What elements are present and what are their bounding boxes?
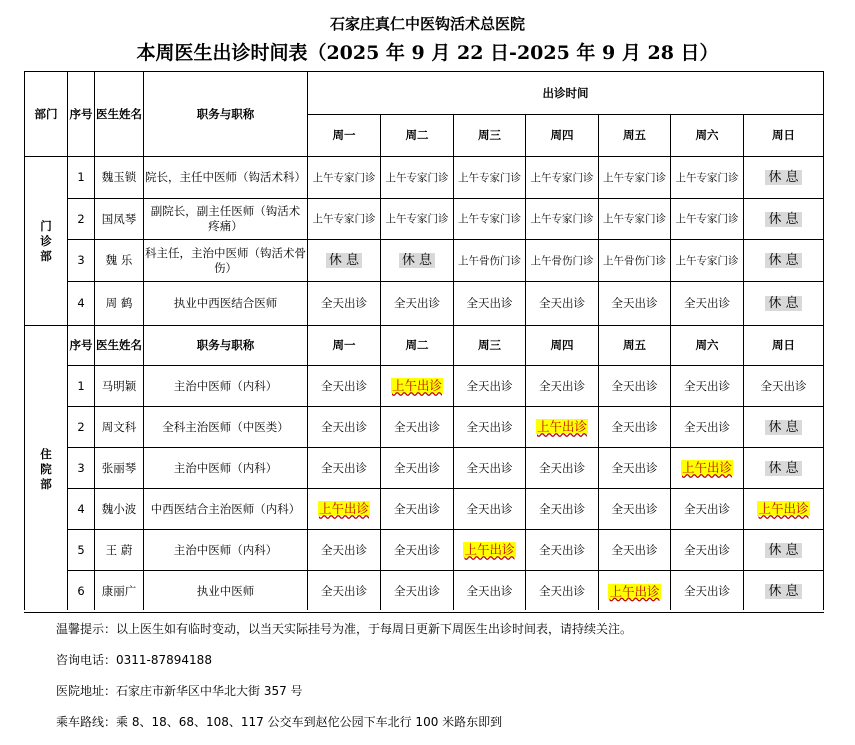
- schedule-text: 全天出诊: [539, 584, 585, 598]
- doctor-name: 张丽琴: [95, 448, 144, 489]
- day-header: 周日: [744, 115, 824, 157]
- schedule-cell: [671, 157, 744, 199]
- schedule-cell: [381, 366, 454, 407]
- schedule-table: [24, 71, 824, 613]
- rest-badge: 休 息: [399, 253, 435, 268]
- schedule-text: 全天出诊: [611, 378, 658, 393]
- schedule-cell: [744, 571, 824, 613]
- schedule-text: 全天出诊: [684, 501, 730, 516]
- dept-char: 部: [40, 476, 52, 491]
- schedule-cell: [599, 448, 671, 489]
- schedule-cell: [671, 240, 744, 282]
- doctor-title: 副院长，副主任医师（钩活术 疼痛）: [144, 199, 308, 240]
- day-header: 周四: [526, 326, 599, 366]
- schedule-cell: [308, 571, 381, 613]
- schedule-text: 全天出诊: [539, 501, 585, 516]
- inpatient-header-row: [25, 326, 824, 366]
- doctor-row: [25, 366, 824, 407]
- schedule-text: 全天出诊: [539, 542, 585, 557]
- header-title: 职务与职称: [144, 72, 308, 157]
- schedule-cell: [526, 489, 599, 530]
- hospital-name: 石家庄真仁中医钩活术总医院: [329, 15, 525, 33]
- schedule-text: 上午专家门诊: [385, 213, 449, 225]
- schedule-cell: [599, 157, 671, 199]
- schedule-cell: [599, 489, 671, 530]
- highlight-morning: 上午出诊: [464, 542, 515, 557]
- schedule-text: 全天出诊: [394, 419, 440, 434]
- schedule-cell: [526, 366, 599, 407]
- schedule-text: 全天出诊: [321, 296, 367, 310]
- schedule-text: 全天出诊: [321, 584, 367, 598]
- schedule-cell: [454, 282, 526, 326]
- schedule-cell: [744, 199, 824, 240]
- schedule-cell: [599, 407, 671, 448]
- doctor-title: 中西医结合主治医师（内科）: [144, 489, 308, 530]
- schedule-text: 全天出诊: [466, 378, 513, 393]
- address-text: 医院地址：石家庄市新华区中华北大街 357 号: [56, 684, 303, 698]
- schedule-text: 全天出诊: [321, 460, 367, 475]
- doctor-title: 院长，主任中医师（钩活术科）: [144, 157, 308, 199]
- schedule-cell: [671, 199, 744, 240]
- seq-cell: 3: [68, 240, 95, 282]
- schedule-cell: [526, 240, 599, 282]
- day-header: 周三: [454, 326, 526, 366]
- doctor-title: 执业中西医结合医师: [144, 282, 308, 326]
- doctor-name: 马明颖: [95, 366, 144, 407]
- schedule-cell: [381, 489, 454, 530]
- schedule-text: 全天出诊: [539, 296, 585, 310]
- schedule-text: 上午专家门诊: [458, 213, 521, 225]
- rest-badge: 休 息: [765, 543, 801, 558]
- schedule-text: 全天出诊: [611, 296, 658, 310]
- doctor-title: 主治中医师（内科）: [144, 366, 308, 407]
- schedule-cell: [308, 489, 381, 530]
- schedule-text: 上午专家门诊: [312, 213, 376, 225]
- day-header: 周六: [671, 115, 744, 157]
- day-header: 周四: [526, 115, 599, 157]
- day-header: 周一: [308, 115, 381, 157]
- schedule-cell: [671, 489, 744, 530]
- schedule-cell: [381, 199, 454, 240]
- seq-cell: 4: [68, 489, 95, 530]
- schedule-cell: [671, 366, 744, 407]
- schedule-text: 上午骨伤门诊: [530, 254, 594, 267]
- highlight-morning: 上午出诊: [391, 378, 442, 393]
- schedule-cell: [454, 489, 526, 530]
- schedule-text: 上午专家门诊: [675, 254, 739, 267]
- schedule-cell: [526, 448, 599, 489]
- dept-char: 住: [40, 446, 52, 461]
- doctor-row: [25, 489, 824, 530]
- schedule-cell: [454, 366, 526, 407]
- rest-badge: 休 息: [765, 420, 801, 435]
- doctor-row: [25, 407, 824, 448]
- schedule-text: 全天出诊: [611, 542, 658, 557]
- schedule-cell: [454, 530, 526, 571]
- schedule-cell: [526, 282, 599, 326]
- seq-cell: 4: [68, 282, 95, 326]
- dept-char: 部: [40, 248, 52, 263]
- schedule-cell: [744, 489, 824, 530]
- schedule-cell: [308, 407, 381, 448]
- schedule-cell: [454, 448, 526, 489]
- schedule-cell: [599, 571, 671, 613]
- schedule-text: 全天出诊: [394, 501, 440, 516]
- schedule-text: 全天出诊: [760, 378, 807, 393]
- seq-cell: 2: [68, 199, 95, 240]
- schedule-text: 全天出诊: [684, 584, 730, 598]
- day-header: 周六: [671, 326, 744, 366]
- schedule-text: 上午专家门诊: [675, 213, 739, 225]
- schedule-cell: [671, 282, 744, 326]
- schedule-text: 全天出诊: [539, 378, 585, 393]
- schedule-cell: [308, 240, 381, 282]
- seq-cell: 1: [68, 157, 95, 199]
- schedule-text: 上午专家门诊: [603, 171, 666, 184]
- schedule-cell: [381, 240, 454, 282]
- day-header: 周三: [454, 115, 526, 157]
- doctor-title: 主治中医师（内科）: [144, 530, 308, 571]
- schedule-cell: [454, 571, 526, 613]
- schedule-cell: [526, 157, 599, 199]
- schedule-cell: [454, 157, 526, 199]
- schedule-cell: [744, 240, 824, 282]
- schedule-cell: [744, 366, 824, 407]
- doctor-name: 国凤琴: [95, 199, 144, 240]
- day-header: 周一: [308, 326, 381, 366]
- rest-badge: 休 息: [765, 584, 801, 599]
- schedule-text: 上午专家门诊: [603, 213, 666, 225]
- schedule-cell: [599, 199, 671, 240]
- dept-char: 院: [40, 461, 52, 476]
- doctor-title: 全科主治医师（中医类）: [144, 407, 308, 448]
- rest-badge: 休 息: [765, 170, 801, 185]
- rest-badge: 休 息: [326, 253, 362, 268]
- schedule-cell: [381, 407, 454, 448]
- schedule-text: 上午骨伤门诊: [603, 254, 666, 267]
- schedule-cell: [744, 157, 824, 199]
- schedule-cell: [671, 448, 744, 489]
- doctor-name: 魏玉锁: [95, 157, 144, 199]
- schedule-text: 上午骨伤门诊: [458, 254, 521, 267]
- schedule-cell: [526, 530, 599, 571]
- schedule-text: 全天出诊: [466, 460, 513, 475]
- header-title: 职务与职称: [144, 326, 308, 366]
- doctor-row: [25, 530, 824, 571]
- header-dept: 部门: [25, 72, 68, 157]
- phone-text: 咨询电话：0311-87894188: [56, 653, 212, 667]
- doctor-name: 魏小波: [95, 489, 144, 530]
- schedule-cell: [744, 448, 824, 489]
- schedule-text: 全天出诊: [394, 296, 440, 310]
- schedule-cell: [308, 157, 381, 199]
- schedule-text: 全天出诊: [684, 419, 730, 434]
- doctor-name: 魏 乐: [95, 240, 144, 282]
- day-header: 周日: [744, 326, 824, 366]
- schedule-text: 全天出诊: [321, 378, 367, 393]
- highlight-morning: 上午出诊: [681, 460, 732, 475]
- rest-badge: 休 息: [765, 461, 801, 476]
- highlight-morning: 上午出诊: [536, 419, 587, 434]
- rest-badge: 休 息: [765, 212, 801, 227]
- schedule-cell: [308, 448, 381, 489]
- schedule-cell: [599, 530, 671, 571]
- schedule-cell: [381, 448, 454, 489]
- schedule-cell: [308, 366, 381, 407]
- schedule-cell: [454, 407, 526, 448]
- dept-char: 门: [40, 218, 52, 233]
- schedule-cell: [526, 199, 599, 240]
- schedule-text: 全天出诊: [684, 378, 730, 393]
- schedule-text: 上午专家门诊: [530, 171, 594, 184]
- schedule-cell: [308, 282, 381, 326]
- schedule-cell: [308, 530, 381, 571]
- dept-outpatient: [25, 157, 68, 326]
- doctor-row: [25, 240, 824, 282]
- header-schedule: 出诊时间: [308, 72, 824, 115]
- schedule-text: 上午专家门诊: [530, 213, 594, 225]
- day-header: 周五: [599, 326, 671, 366]
- schedule-text: 全天出诊: [394, 542, 440, 557]
- schedule-cell: [381, 530, 454, 571]
- schedule-cell: [526, 571, 599, 613]
- doctor-row: [25, 199, 824, 240]
- schedule-cell: [671, 407, 744, 448]
- schedule-cell: [526, 407, 599, 448]
- schedule-cell: [671, 530, 744, 571]
- schedule-cell: [599, 282, 671, 326]
- highlight-morning: 上午出诊: [609, 583, 660, 599]
- highlight-morning: 上午出诊: [758, 501, 809, 516]
- schedule-cell: [744, 407, 824, 448]
- doctor-row: [25, 282, 824, 326]
- doctor-title: 执业中医师: [144, 571, 308, 613]
- schedule-text: 全天出诊: [611, 460, 658, 475]
- header-name: 医生姓名: [95, 326, 144, 366]
- seq-cell: 5: [68, 530, 95, 571]
- notice-text: 温馨提示：以上医生如有临时变动，以当天实际挂号为准，于每周日更新下周医生出诊时间表，请持续关注。: [56, 622, 633, 636]
- schedule-text: 全天出诊: [684, 542, 730, 557]
- day-header: 周五: [599, 115, 671, 157]
- schedule-cell: [308, 199, 381, 240]
- header-seq: 序号: [68, 72, 95, 157]
- seq-cell: 1: [68, 366, 95, 407]
- schedule-cell: [744, 530, 824, 571]
- header-name: 医生姓名: [95, 72, 144, 157]
- dept-inpatient: [25, 326, 68, 613]
- doctor-title: 主治中医师（内科）: [144, 448, 308, 489]
- schedule-cell: [671, 571, 744, 613]
- schedule-cell: [454, 199, 526, 240]
- seq-cell: 2: [68, 407, 95, 448]
- schedule-text: 全天出诊: [684, 296, 730, 310]
- seq-cell: 6: [68, 571, 95, 613]
- schedule-text: 上午专家门诊: [458, 171, 521, 184]
- schedule-cell: [599, 240, 671, 282]
- schedule-cell: [454, 240, 526, 282]
- doctor-name: 周 鹤: [95, 282, 144, 326]
- schedule-cell: [381, 157, 454, 199]
- schedule-text: 全天出诊: [466, 584, 513, 598]
- schedule-text: 上午专家门诊: [675, 171, 739, 184]
- schedule-text: 上午专家门诊: [312, 171, 376, 184]
- schedule-text: 全天出诊: [466, 501, 513, 516]
- day-header: 周二: [381, 326, 454, 366]
- doctor-name: 康丽广: [95, 571, 144, 613]
- schedule-cell: [381, 571, 454, 613]
- doctor-row: [25, 157, 824, 199]
- doctor-name: 王 蔚: [95, 530, 144, 571]
- schedule-text: 全天出诊: [394, 584, 440, 598]
- dept-char: 诊: [40, 233, 52, 248]
- schedule-cell: [744, 282, 824, 326]
- rest-badge: 休 息: [765, 296, 801, 311]
- schedule-text: 全天出诊: [611, 501, 658, 516]
- highlight-morning: 上午出诊: [318, 501, 369, 516]
- route-text: 乘车路线：乘 8、18、68、108、117 公交车到赵佗公园下车北行 100 米路东即到: [56, 715, 503, 729]
- schedule-text: 全天出诊: [394, 460, 440, 475]
- schedule-text: 全天出诊: [539, 460, 585, 475]
- schedule-text: 全天出诊: [321, 542, 367, 557]
- doctor-name: 周文科: [95, 407, 144, 448]
- page-title: 本周医生出诊时间表（2025 年 9 月 22 日-2025 年 9 月 28 日）: [136, 42, 719, 64]
- seq-cell: 3: [68, 448, 95, 489]
- header-seq: 序号: [68, 326, 95, 366]
- schedule-text: 上午专家门诊: [385, 171, 449, 184]
- doctor-title: 科主任，主治中医师（钩活术骨伤）: [144, 240, 308, 282]
- doctor-row: [25, 571, 824, 613]
- rest-badge: 休 息: [765, 253, 801, 268]
- schedule-text: 全天出诊: [466, 419, 513, 434]
- schedule-text: 全天出诊: [611, 419, 658, 434]
- schedule-cell: [599, 366, 671, 407]
- schedule-text: 全天出诊: [321, 419, 367, 434]
- schedule-cell: [381, 282, 454, 326]
- doctor-row: [25, 448, 824, 489]
- day-header: 周二: [381, 115, 454, 157]
- schedule-text: 全天出诊: [466, 296, 513, 310]
